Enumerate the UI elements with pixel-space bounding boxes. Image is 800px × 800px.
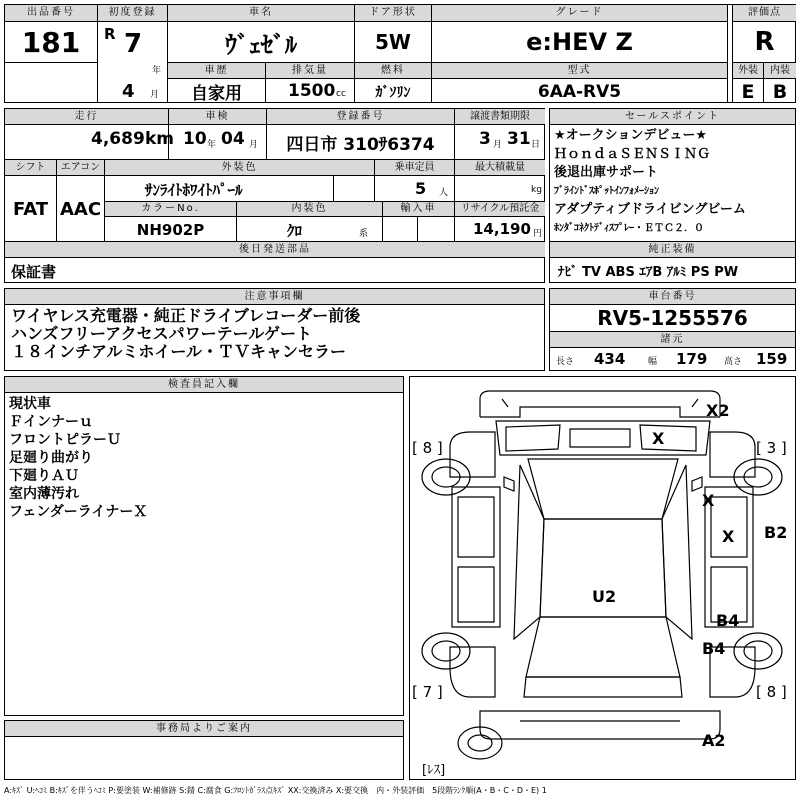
load-unit: kg (531, 185, 542, 195)
import-divider (417, 216, 418, 242)
damage-mark: X (652, 429, 665, 448)
first-reg-label: 初度登録 (98, 5, 167, 22)
interior-color-value: ｸﾛ (287, 222, 303, 240)
sales-line: ＨｏｎｄａＳＥＮＳＩＮＧ (554, 146, 711, 162)
import-box (383, 201, 455, 241)
ac-label: エアコン (57, 160, 104, 176)
lot-box (5, 5, 98, 62)
plate-box (267, 109, 455, 159)
insp-year-unit: 年 (207, 140, 217, 150)
damage-mark: U2 (592, 587, 617, 606)
import-value (383, 217, 454, 242)
sales-line: 後退出庫サポート (554, 165, 659, 180)
length-value: 434 (594, 350, 626, 368)
fuel-box (355, 62, 432, 103)
inspector-section (4, 376, 404, 716)
inspector-line: フェンダーライナーＸ (9, 504, 148, 520)
equipment-value: ﾅﾋﾞ TV ABS ｴｱB ｱﾙﾐ PS PW (558, 265, 739, 280)
reg-month-unit: 月 (150, 90, 160, 100)
score-value: R (754, 27, 775, 57)
transfer-month: 3 (479, 129, 491, 149)
door-value: 5W (375, 30, 411, 54)
sales-points-section (549, 108, 796, 283)
lot-number: 181 (21, 25, 81, 59)
damage-mark: X2 (706, 401, 730, 420)
inspector-line: 室内薄汚れ (9, 486, 79, 502)
insp-month-unit: 月 (249, 140, 259, 150)
interior-color-unit: 系 (359, 229, 369, 239)
reg-month: 4 (122, 81, 135, 102)
color-no-box (105, 201, 237, 241)
insp-month: 04 (221, 129, 245, 149)
interior-color-label: 内装色 (237, 202, 382, 217)
door-box (355, 5, 432, 62)
recycle-value: 14,190 (473, 220, 531, 238)
inspector-line: 下廻りＡＵ (9, 468, 79, 484)
later-parts-value: 保証書 (11, 263, 57, 281)
width-label: 幅 (648, 357, 658, 367)
transfer-day: 31 (507, 129, 531, 149)
tire-spare: [ﾚｽ] (422, 763, 446, 778)
history-box (168, 62, 266, 103)
note-line: １８インチアルミホイール・ＴＶキャンセラー (11, 342, 347, 361)
car-diagram (409, 376, 796, 780)
later-parts-box (5, 241, 545, 283)
inspector-list (9, 395, 147, 521)
grade-box (432, 5, 728, 62)
load-box (455, 159, 545, 201)
chassis-section (549, 288, 796, 371)
sales-points-list (554, 127, 746, 238)
model-label: 型式 (432, 63, 727, 79)
inspection-box (169, 109, 267, 159)
model-box (432, 62, 728, 103)
specs-row (550, 346, 795, 371)
office-label: 事務局よりご案内 (5, 721, 403, 737)
recycle-label: リサイクル預託金 (455, 202, 545, 217)
displacement-value: 1500 (288, 81, 336, 101)
ext-label: 外装 (733, 63, 763, 79)
load-label: 最大積載量 (455, 160, 545, 176)
history-value: 自家用 (191, 84, 242, 104)
car-outline (410, 377, 795, 779)
legend-footer: A:ｷｽﾞ U:ﾍｺﾐ B:ｷｽﾞを伴うﾍｺﾐ P:要塗装 W:補修跡 S:錆 C:腐食 G:ﾌﾛﾝﾄｶﾞﾗｽ点ｷｽﾞ XX:交換済み X:要交換 内・外装評価 5段階ﾗﾝｸ順(A・B・C・D・E) 1 (4, 786, 547, 795)
recycle-unit: 円 (533, 229, 543, 239)
reg-year-unit: 年 (152, 66, 162, 76)
capacity-box (375, 159, 455, 201)
displacement-unit: cc (336, 89, 346, 99)
interior-color-box (237, 201, 383, 241)
insp-year: 10 (183, 129, 207, 149)
later-parts-label: 後日発送部品 (5, 242, 545, 258)
tire-tread-fl: [ 8 ] (412, 439, 443, 457)
score-label: 評価点 (733, 5, 796, 22)
plate-value: 四日市 310ｻ6374 (286, 134, 435, 155)
width-value: 179 (676, 350, 708, 368)
door-label: ドア形状 (355, 5, 431, 22)
exterior-color-value: ｻﾝﾗｲﾄﾎﾜｲﾄﾊﾟｰﾙ (145, 181, 243, 199)
inspection-label: 車検 (169, 109, 266, 125)
damage-mark: A2 (702, 731, 726, 750)
fuel-value: ｶﾞｿﾘﾝ (375, 84, 411, 101)
grade-value: e:HEV Z (526, 28, 633, 56)
notes-label: 注意事項欄 (5, 289, 544, 305)
chassis-number: RV5-1255576 (597, 306, 748, 330)
shift-box (5, 159, 57, 241)
damage-mark: X (722, 527, 735, 546)
specs-label: 諸元 (550, 331, 795, 348)
capacity-value: 5 (415, 179, 427, 198)
reg-era: R (104, 25, 116, 43)
capacity-unit: 人 (439, 188, 449, 198)
transfer-box (455, 109, 545, 159)
office-section (4, 720, 404, 780)
transfer-label: 譲渡書類期限 (455, 109, 545, 125)
notes-section (4, 288, 545, 371)
damage-mark: B2 (764, 523, 788, 542)
displacement-box (266, 62, 355, 103)
sales-line: アダプティブドライビングビーム (554, 202, 746, 217)
notes-list (11, 307, 360, 361)
car-name: ｳﾞｪｾﾞﾙ (225, 30, 297, 59)
exterior-color-box (105, 159, 375, 201)
sales-points-label: セールスポイント (550, 109, 795, 125)
transfer-day-unit: 日 (531, 140, 541, 150)
damage-mark: B4 (716, 611, 740, 630)
int-label: 内装 (764, 63, 796, 79)
damage-mark: X (702, 491, 715, 510)
note-line: ワイヤレス充電器・純正ドライブレコーダー前後 (11, 306, 361, 325)
car-name-label: 車名 (168, 5, 354, 22)
transfer-month-unit: 月 (493, 140, 503, 150)
shift-value: FAT (12, 198, 49, 220)
car-name-box (168, 5, 355, 62)
inspector-line: 足廻り曲がり (9, 450, 93, 466)
ac-box (57, 159, 105, 241)
ac-value: AAC (59, 198, 102, 220)
history-label: 車歴 (168, 63, 265, 79)
equipment-label: 純正装備 (550, 242, 795, 258)
int-box (764, 62, 796, 103)
height-value: 159 (756, 350, 788, 368)
lot-empty (5, 62, 98, 103)
height-label: 高さ (724, 357, 743, 367)
fuel-label: 燃料 (355, 63, 431, 79)
shift-label: シフト (5, 160, 56, 176)
header-section (4, 4, 796, 103)
tire-tread-fr: [ 3 ] (756, 439, 787, 457)
exterior-color-label: 外装色 (105, 160, 374, 176)
details-section (4, 108, 545, 283)
damage-mark: B4 (702, 639, 726, 658)
sales-line: ﾌﾞﾗｲﾝﾄﾞｽﾎﾟｯﾄｲﾝﾌｫﾒｰｼｮﾝ (554, 185, 659, 197)
inspector-label: 検査員記入欄 (5, 377, 403, 393)
sales-line: ★オークションデビュー★ (554, 128, 708, 143)
lot-label: 出品番号 (5, 5, 97, 22)
model-value: 6AA-RV5 (537, 81, 622, 102)
note-line: ハンズフリーアクセスパワーテールゲート (11, 324, 312, 343)
mileage-label: 走行 (5, 109, 168, 125)
score-box (732, 5, 796, 62)
grade-label: グレード (432, 5, 727, 22)
plate-label: 登録番号 (267, 109, 454, 125)
int-value: B (772, 80, 788, 103)
mileage-box (5, 109, 175, 159)
color-divider (333, 175, 334, 202)
inspector-line: 現状車 (9, 396, 51, 412)
reg-year: 7 (124, 29, 143, 59)
first-reg-box (98, 5, 168, 103)
color-no-label: カラーNo. (105, 202, 236, 217)
color-no-value: NH902P (136, 220, 205, 239)
length-label: 長さ (556, 357, 575, 367)
recycle-box (455, 201, 545, 241)
equipment-box (550, 241, 795, 283)
capacity-label: 乗車定員 (375, 160, 454, 176)
mileage-value: 4,689 (91, 129, 145, 149)
tire-tread-rr: [ 8 ] (756, 683, 787, 701)
tire-tread-rl: [ 7 ] (412, 683, 443, 701)
import-label: 輸入車 (383, 202, 454, 217)
inspector-line: フロントピラーＵ (9, 432, 121, 448)
inspector-line: Ｆインナーｕ (9, 414, 93, 430)
sales-line: ﾎﾝﾀﾞｺﾈｸﾄﾃﾞｨｽﾌﾟﾚｰ・ＥＴＣ２．０ (554, 222, 704, 234)
chassis-label: 車台番号 (550, 289, 795, 305)
ext-value: E (741, 80, 755, 103)
ext-box (732, 62, 764, 103)
displacement-label: 排気量 (266, 63, 354, 79)
mileage-unit: km (145, 129, 175, 149)
